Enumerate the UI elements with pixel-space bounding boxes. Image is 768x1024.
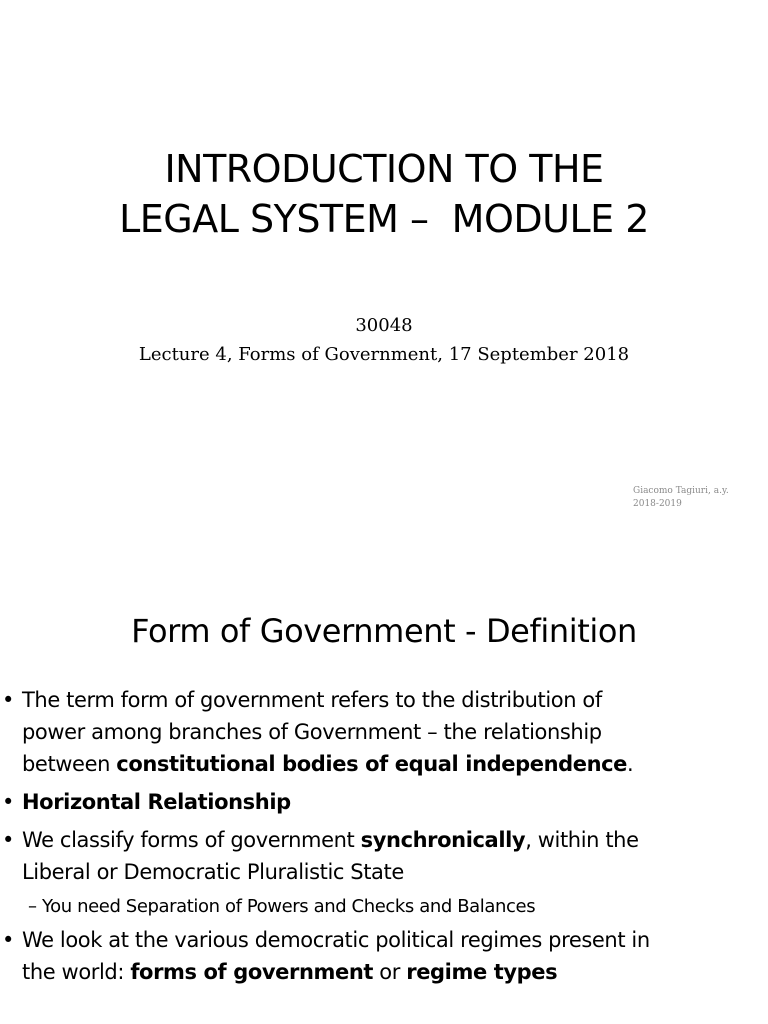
text-run: You need Separation of Powers and Checks and Balances xyxy=(41,896,536,917)
bullet-glyph: • xyxy=(2,688,14,712)
sub-bullet-item xyxy=(0,894,768,920)
text-run: the world: xyxy=(22,960,131,984)
author-line-1: Giacomo Tagiuri, a.y. xyxy=(633,486,729,496)
bullet-text: power among branches of Government – the relationship xyxy=(22,720,602,744)
bullet-item xyxy=(0,924,768,988)
bullet-list xyxy=(0,684,768,994)
subtitle xyxy=(0,311,768,369)
author-note xyxy=(633,485,753,511)
bullet-item xyxy=(0,684,768,780)
bullet-glyph: • xyxy=(2,928,14,952)
lecture-info: Lecture 4, Forms of Government, 17 September 2018 xyxy=(138,344,630,365)
bullet-text xyxy=(28,894,768,920)
bullet-glyph: • xyxy=(2,828,14,852)
author-line-2: 2018-2019 xyxy=(633,499,682,509)
text-run: between xyxy=(22,752,117,776)
sub-bullet-glyph: – xyxy=(28,896,37,917)
text-run: . xyxy=(627,752,634,776)
bullet-item xyxy=(0,824,768,888)
bullet-text xyxy=(22,956,768,988)
bold-phrase: constitutional bodies of equal independence xyxy=(116,752,628,776)
bullet-text xyxy=(22,748,768,780)
bullet-text xyxy=(22,824,768,856)
main-title-line-1: INTRODUCTION TO THE xyxy=(164,147,604,191)
bold-phrase: Horizontal Relationship xyxy=(22,790,291,814)
bold-phrase: synchronically xyxy=(360,828,526,852)
course-code: 30048 xyxy=(355,315,413,336)
bullet-text: The term form of government refers to the distribution of xyxy=(22,688,602,712)
text-run: or xyxy=(373,960,407,984)
bold-phrase: forms of government xyxy=(130,960,374,984)
main-title-line-2: LEGAL SYSTEM – MODULE 2 xyxy=(119,197,649,241)
bullet-text: We look at the various democratic political regimes present in xyxy=(22,928,650,952)
text-run: , within the xyxy=(525,828,639,852)
bold-phrase: regime types xyxy=(406,960,558,984)
bullet-text: Liberal or Democratic Pluralistic State xyxy=(22,860,404,884)
definition-title: Form of Government - Definition xyxy=(131,612,637,650)
bullet-item xyxy=(0,786,768,818)
text-run: We classify forms of government xyxy=(22,828,361,852)
bullet-text xyxy=(22,786,768,818)
bullet-glyph: • xyxy=(2,790,14,814)
main-title xyxy=(0,144,768,244)
